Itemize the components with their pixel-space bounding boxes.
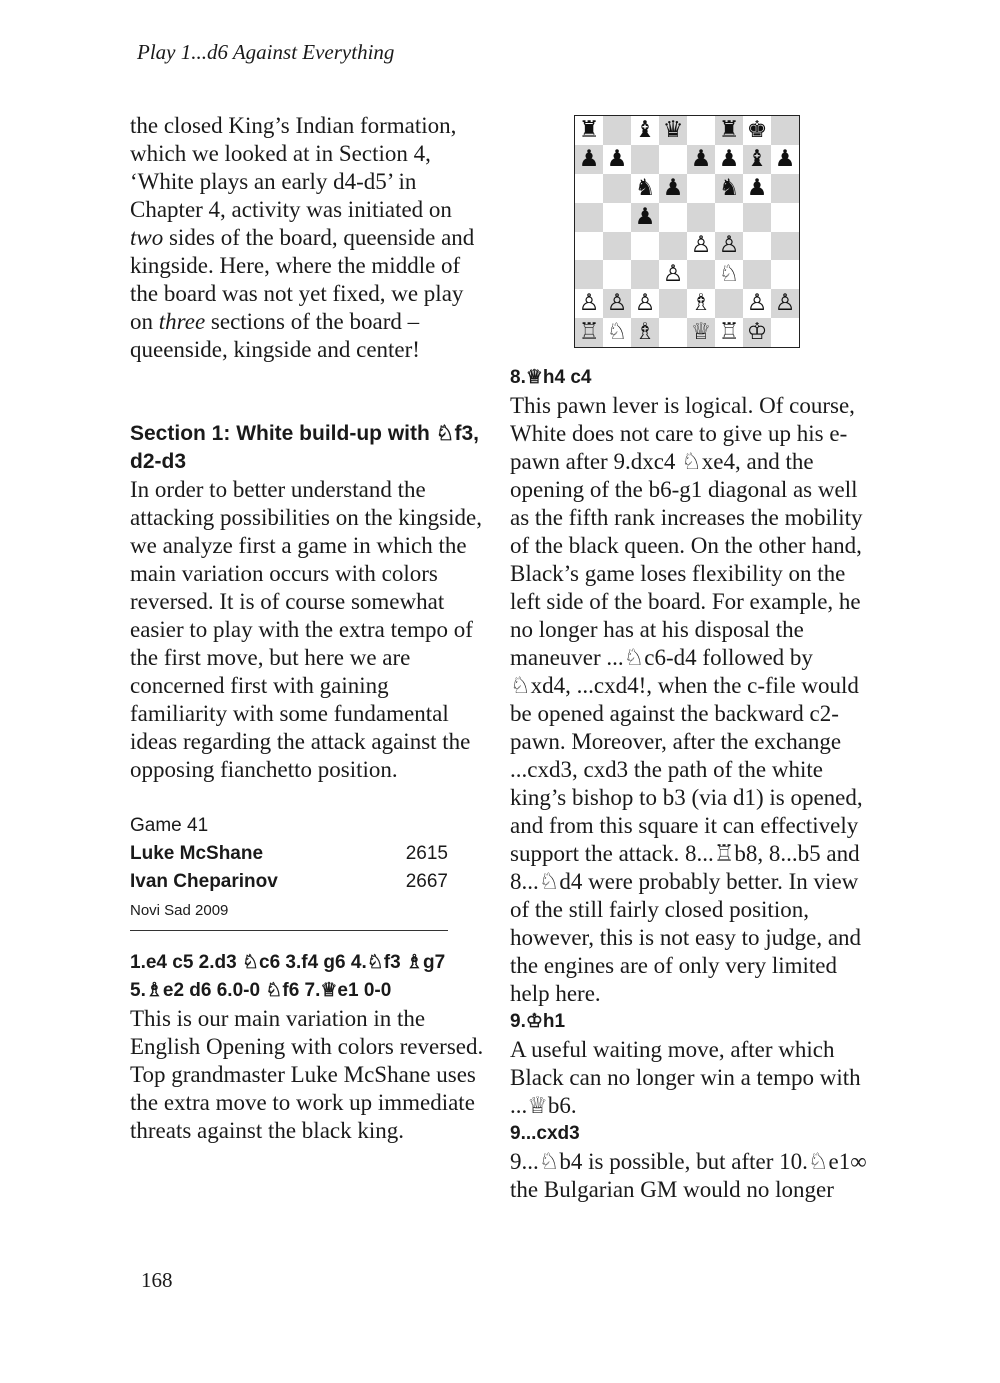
intro-text-3: sections of the board – queenside, kingside and center! (130, 309, 420, 362)
square-g1: ♔ (743, 318, 771, 347)
square-d7 (659, 145, 687, 174)
square-c8: ♝ (631, 116, 659, 145)
move-8-commentary: This pawn lever is logical. Of course, White does not care to give up his e-pawn after 9.dxc4 ♘xe4, and the opening of the b6-g1 diagonal as well as the fifth rank increases the mobility of the black queen. On the other hand, Black’s game loses flexibility on the left side of the board. For example, he no longer has at his disposal the maneuver ...♘c6-d4 followed by ♘xd4, ...cxd4!, when the c-file would be opened against the backward c2-pawn. Moreover, after the exchange ...cxd3, cxd3 the path of the white king’s bishop to b3 (via d1) is opened, and from this square it can effectively support the attack. 8...♖b8, 8...b5 and 8...♘d4 were probably better. In view of the still fairly closed position, however, this is not easy to judge, and the engines are of only very limited help here. (510, 393, 863, 1006)
square-f8: ♜ (715, 116, 743, 145)
section-paragraph: In order to better understand the attacking possibilities on the kingside, we analyze first a game in which the main variation occurs with colors reversed. It is of course somewhat easier to play with the extra tempo of the first move, but here we are concerned first with gaining familiarity with some fundamental ideas regarding the attack against the opposing fianchetto position. (130, 477, 482, 782)
square-g5 (743, 203, 771, 232)
running-header: Play 1...d6 Against Everything (137, 40, 395, 64)
right-column (510, 364, 875, 1204)
intro-emphasis-three: three (158, 309, 206, 334)
game-header (130, 812, 448, 931)
square-c5: ♟ (631, 203, 659, 232)
square-e1: ♕ (687, 318, 715, 347)
square-g7: ♝ (743, 145, 771, 174)
move-9b-commentary: 9...♘b4 is possible, but after 10.♘e1∞ the Bulgarian GM would no longer (510, 1149, 867, 1202)
square-e3 (687, 260, 715, 289)
square-e4: ♙ (687, 232, 715, 261)
square-h8 (771, 116, 799, 145)
intro-text-2: sides of the board, queenside and kingside. Here, where the middle of the board was not yet fixed, we play on (130, 225, 475, 334)
square-f4: ♙ (715, 232, 743, 261)
square-f1: ♖ (715, 318, 743, 347)
game-divider (130, 930, 448, 931)
intro-paragraph (130, 112, 490, 364)
intro-text-1: the closed King’s Indian formation, which we looked at in Section 4, ‘White plays an early d4-d5’ in Chapter 4, activity was initiated on (130, 113, 457, 222)
square-c4 (631, 232, 659, 261)
square-a8: ♜ (575, 116, 603, 145)
game-event: Novi Sad 2009 (130, 902, 229, 919)
square-a3 (575, 260, 603, 289)
square-c3 (631, 260, 659, 289)
square-a4 (575, 232, 603, 261)
chess-diagram (574, 115, 800, 348)
black-player-row (130, 868, 448, 896)
square-b8 (603, 116, 631, 145)
square-d3: ♙ (659, 260, 687, 289)
square-d1 (659, 318, 687, 347)
square-h7: ♟ (771, 145, 799, 174)
square-b6 (603, 174, 631, 203)
square-a7: ♟ (575, 145, 603, 174)
square-d6: ♟ (659, 174, 687, 203)
square-c1: ♗ (631, 318, 659, 347)
game-label: Game 41 (130, 815, 209, 836)
move-8-heading: 8.♕h4 c4 (510, 367, 592, 388)
intro-emphasis-two: two (130, 225, 164, 250)
square-c7 (631, 145, 659, 174)
move-9-commentary: A useful waiting move, after which Black can no longer win a tempo with ...♕b6. (510, 1037, 861, 1118)
square-e2: ♗ (687, 289, 715, 318)
square-f6: ♞ (715, 174, 743, 203)
square-h3 (771, 260, 799, 289)
square-h4 (771, 232, 799, 261)
square-c2: ♙ (631, 289, 659, 318)
square-e8 (687, 116, 715, 145)
square-h5 (771, 203, 799, 232)
square-a2: ♙ (575, 289, 603, 318)
page-number: 168 (141, 1268, 173, 1292)
square-b1: ♘ (603, 318, 631, 347)
square-f3: ♘ (715, 260, 743, 289)
square-b4 (603, 232, 631, 261)
move-9-heading: 9.♔h1 (510, 1011, 566, 1032)
square-d5 (659, 203, 687, 232)
white-player-row (130, 840, 448, 868)
opening-commentary: This is our main variation in the English Opening with colors reversed. Top grandmaster Luke McShane uses the extra move to work up immediate threats against the black king. (130, 1006, 484, 1143)
opening-moves: 1.e4 c5 2.d3 ♘c6 3.f4 g6 4.♘f3 ♗g7 5.♗e2 d6 6.0-0 ♘f6 7.♕e1 0-0 (130, 952, 446, 1001)
square-d8: ♛ (659, 116, 687, 145)
square-h2: ♙ (771, 289, 799, 318)
square-f2 (715, 289, 743, 318)
black-player-elo: 2667 (405, 871, 448, 892)
square-h6 (771, 174, 799, 203)
square-d2 (659, 289, 687, 318)
square-e6 (687, 174, 715, 203)
square-g8: ♚ (743, 116, 771, 145)
square-g2: ♙ (743, 289, 771, 318)
square-f7: ♟ (715, 145, 743, 174)
square-b7: ♟ (603, 145, 631, 174)
move-9b-heading: 9...cxd3 (510, 1123, 580, 1144)
square-f5 (715, 203, 743, 232)
square-e7: ♟ (687, 145, 715, 174)
square-a6 (575, 174, 603, 203)
square-a5 (575, 203, 603, 232)
square-g6: ♟ (743, 174, 771, 203)
square-b3 (603, 260, 631, 289)
white-player-elo: 2615 (405, 843, 448, 864)
square-e5 (687, 203, 715, 232)
square-a1: ♖ (575, 318, 603, 347)
square-b2: ♙ (603, 289, 631, 318)
square-c6: ♞ (631, 174, 659, 203)
section-heading: Section 1: White build-up with ♘f3, d2-d3 (130, 422, 479, 473)
left-column (130, 112, 490, 1145)
black-player-name: Ivan Cheparinov (130, 871, 278, 892)
square-b5 (603, 203, 631, 232)
square-g4 (743, 232, 771, 261)
white-player-name: Luke McShane (130, 843, 264, 864)
square-h1 (771, 318, 799, 347)
square-d4 (659, 232, 687, 261)
square-g3 (743, 260, 771, 289)
